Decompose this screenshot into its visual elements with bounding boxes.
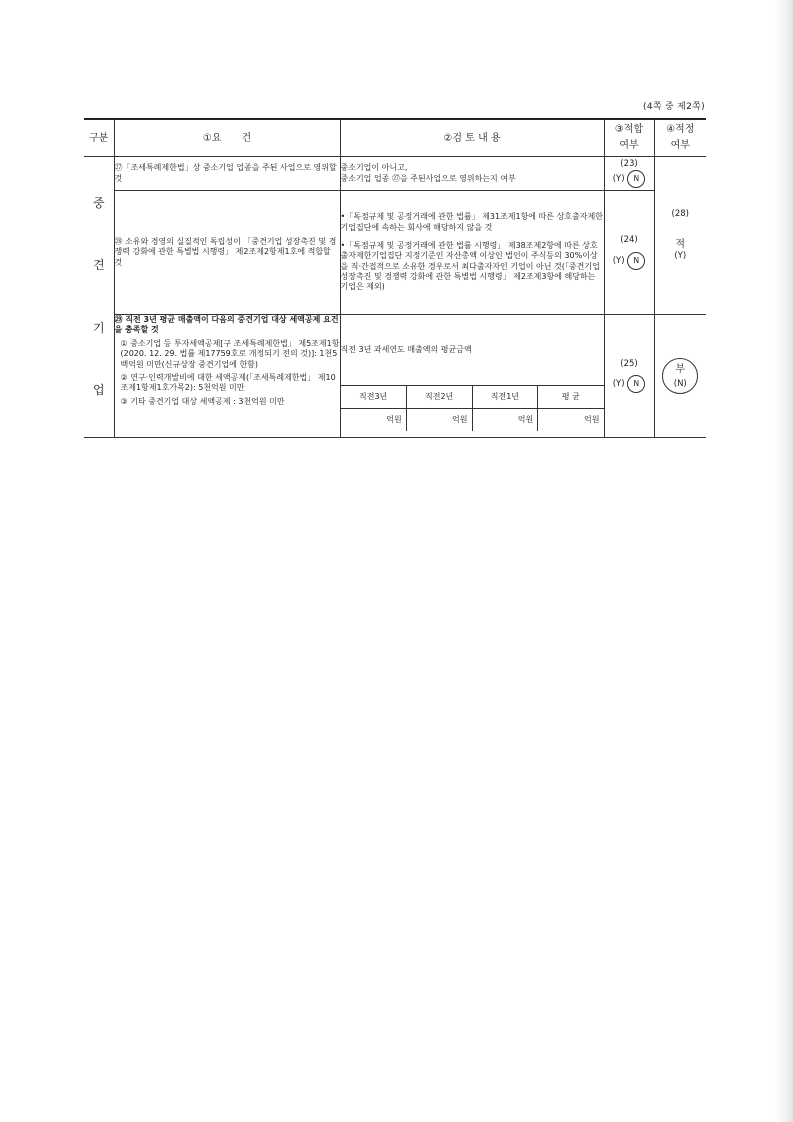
amount-year-1[interactable]: 억원 [472,409,538,432]
col-year-1: 직전1년 [472,386,538,409]
header-fit: ③적합 여부 [604,119,654,157]
amount-year-2[interactable]: 억원 [406,409,472,432]
fit-28 [604,191,654,315]
page-number: (4쪽 중 제2쪽) [643,102,705,112]
amount-average[interactable]: 억원 [538,409,604,432]
header-final: ④적정 여부 [654,119,706,157]
requirement-29-sub-3: ③ 기타 중견기업 대상 세액공제 : 3천억원 미만 [120,396,285,406]
fit-29-no-circled: N [627,375,645,393]
final-no-label: 부 [675,364,686,375]
fit-29-yes: (Y) [612,378,625,389]
review-28-item-1: •「독점규제 및 공정거래에 관한 법률」 제31조제1항에 따른 상호출자제한기업집단에 속하는 회사에 해당하지 않을 것 [340,212,603,232]
header-review: ②검 토 내 용 [340,119,604,157]
final-no-n: (N) [673,379,687,389]
final-top [654,157,706,315]
review-27: 중소기업이 아니고, 중소기업 업종 ㉗을 주된사업으로 영위하는지 여부 [340,157,604,191]
fit-27-no-circled: N [627,170,645,188]
final-28-label: 적 [675,239,686,250]
review-29-amounts [340,386,604,438]
fit-29-number: (25) [620,359,638,370]
fit-27-number: (23) [620,158,638,169]
review-28-item-2: •「독점규제 및 공정거래에 관한 법률 시행령」 제38조제2항에 따른 상호출자제한기업집단 지정기준인 자산총액 이상인 법인이 주식등의 30%이상을 직·간접적으로 소유한 경우로서 최다출자자인 기업이 아닌 것(「중견기업 성장촉진 및 경쟁력 강화에 관한 특별법 시행령」 제2조제3항에 해당하는 기업은 제외) [340,240,600,292]
page-edge-shadow [775,0,793,1122]
review-form-table [84,118,706,438]
fit-27 [604,157,654,191]
review-28 [340,191,604,315]
requirement-28: ㉘ 소유와 경영의 실질적인 독립성이 「중견기업 성장촉진 및 경쟁력 강화에 관한 특별법 시행령」 제2조제2항제1호에 적합할 것 [114,191,340,315]
requirement-27: ㉗「조세특례제한법」상 중소기업 업종을 주된 사업으로 영위할 것 [114,157,340,191]
requirement-29-sub-2: ② 연구·인력개발비에 대한 세액공제(「조세특례제한법」 제10조제1항제1호가목2): 5천억원 미만 [120,372,336,393]
fit-28-yes: (Y) [612,256,625,267]
final-28-number: (28) [671,208,689,219]
col-average: 평 균 [538,386,604,409]
col-year-2: 직전2년 [406,386,472,409]
amount-year-3[interactable]: 억원 [341,409,407,432]
final-bottom [654,315,706,438]
sales-amount-table [341,386,604,431]
header-category: 구분 [84,119,114,157]
header-requirement: ①요 건 [114,119,340,157]
fit-27-yes: (Y) [612,174,625,185]
requirement-29 [114,315,340,438]
fit-29 [604,315,654,438]
final-no-circled [662,358,698,394]
fit-28-number: (24) [620,234,638,245]
review-29-title: 직전 3년 과세연도 매출액의 평균금액 [340,315,604,386]
category-label: 중 견 기 업 [84,157,114,438]
col-year-3: 직전3년 [341,386,407,409]
final-28-yes: (Y) [674,251,687,261]
requirement-29-sub-1: ① 중소기업 등 투자세액공제[구 조세특례제한법」 제5조제1항(2020. 12. 29. 법률 제17759호로 개정되기 전의 것)]: 1천5백억원 미만(신규상장 중견기업에 한함) [120,338,340,369]
fit-28-no-circled: N [627,252,645,270]
requirement-29-title: ㉙ 직전 3년 평균 매출액이 다음의 중견기업 대상 세액공제 요건을 충족할 것 [114,315,339,335]
